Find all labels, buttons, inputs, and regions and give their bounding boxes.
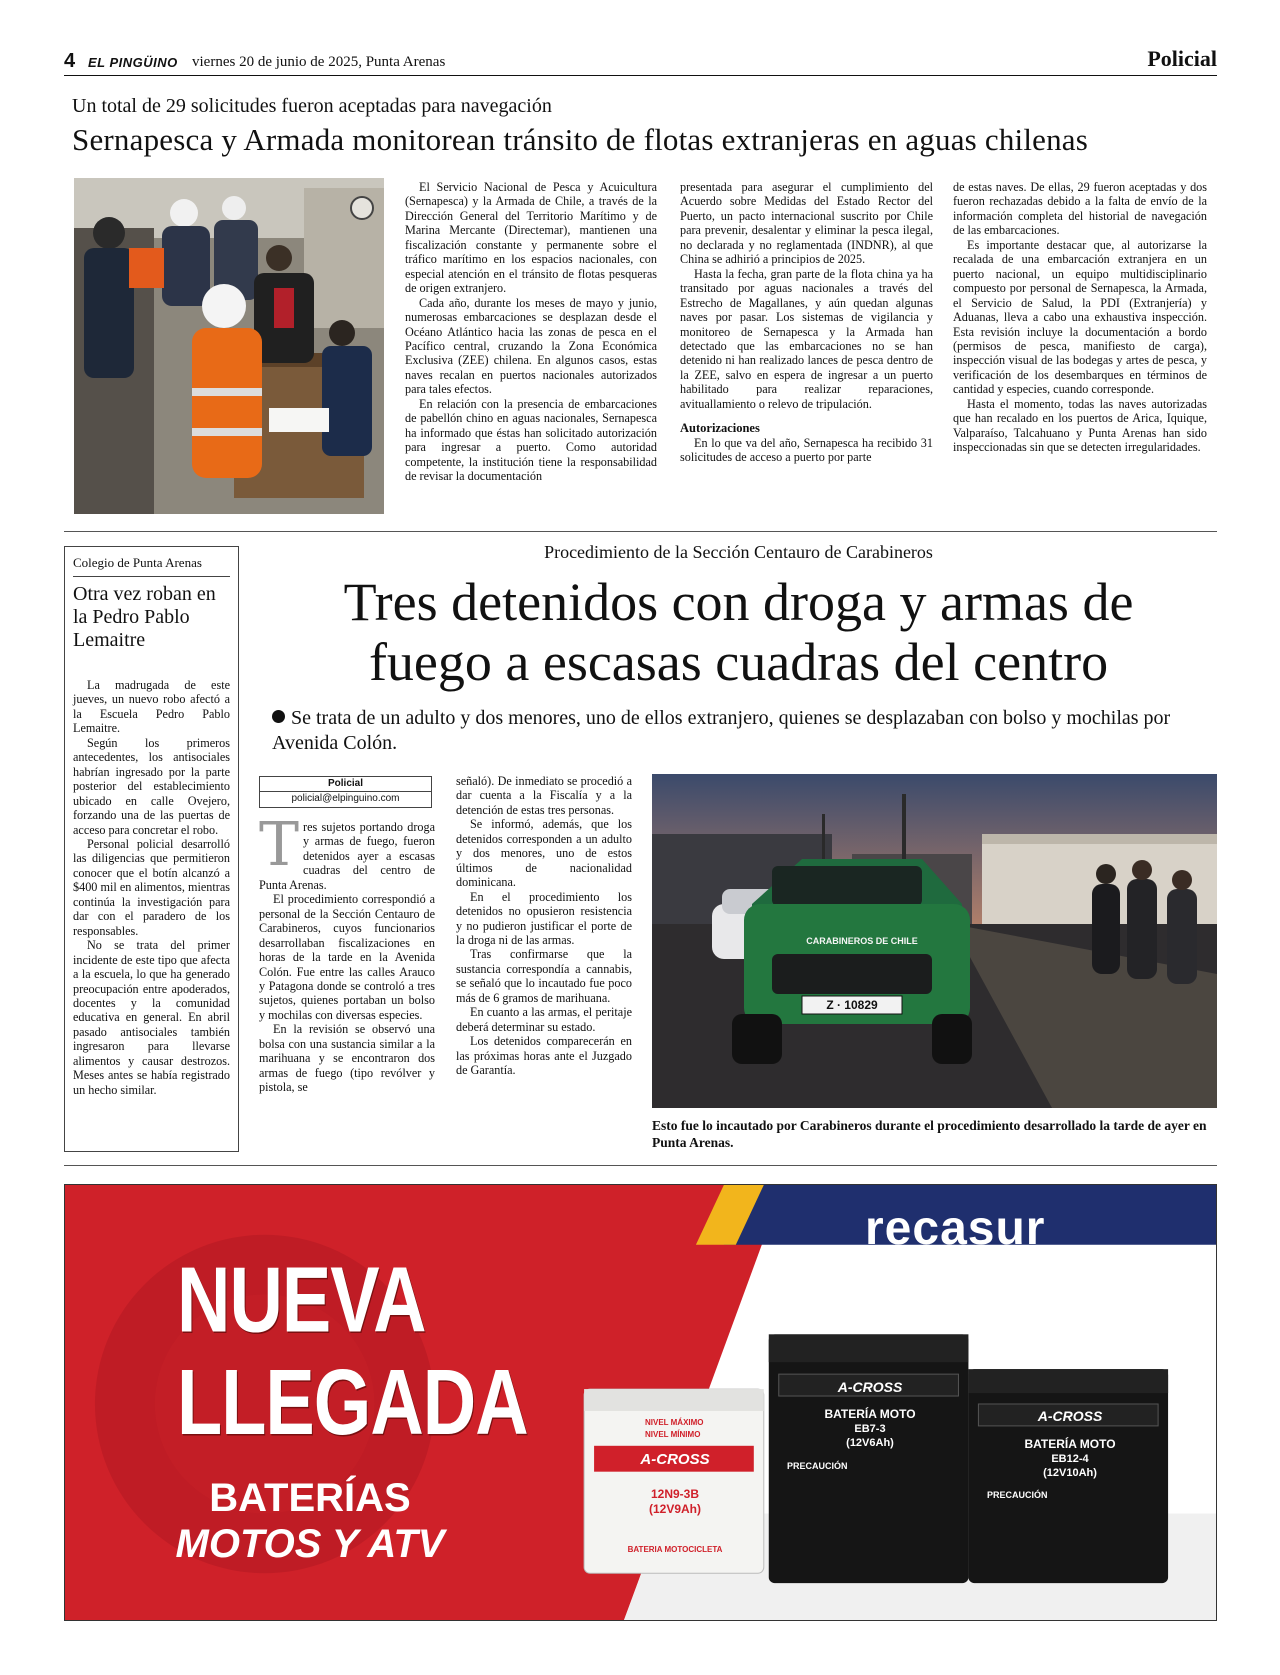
newspaper-logo: EL PINGÜINO: [88, 55, 178, 70]
battery3-warning: PRECAUCIÓN: [987, 1490, 1048, 1500]
article1-column-1: [405, 180, 657, 484]
vehicle-text: CARABINEROS DE CHILE: [806, 936, 918, 946]
battery1-model: 12N9-3B: [650, 1487, 700, 1501]
article2-photo-caption: Esto fue lo incautado por Carabineros durante el procedimiento desarrollado la tarde de ayer en Punta Arenas.: [652, 1118, 1207, 1150]
paragraph: Personal policial desarrolló las diligencias que permitieron conocer que el botín alcanzó a $400 mil en alimentos, mientras continúa la investigación para dar con el paradero de los responsables.: [73, 836, 230, 938]
byline-section: Policial: [260, 777, 431, 792]
paragraph: [259, 810, 435, 892]
ad-subheadline: [115, 1475, 505, 1567]
article1-column-2: [680, 180, 933, 465]
article2-kicker: Procedimiento de la Sección Centauro de Carabineros: [544, 542, 933, 562]
byline-box: [259, 776, 432, 808]
sidebar-body: [73, 678, 230, 1097]
sidebar-article: [64, 546, 239, 1152]
paragraph: Se informó, además, que los detenidos corresponden a un adulto y dos menores, uno de estos últimos de nacionalidad dominicana.: [456, 817, 632, 890]
police-vehicle-photo: [652, 774, 1217, 1108]
section-divider: [64, 531, 1217, 532]
battery1-spec: (12V9Ah): [648, 1502, 701, 1516]
masthead: [64, 46, 1217, 76]
article2-column-2: [456, 774, 632, 1078]
recasur-logo: recasur: [865, 1202, 1046, 1255]
article2-lead: [272, 706, 1212, 756]
headline-line: fuego a escasas cuadras del centro: [368, 632, 1109, 692]
paragraph: presentada para asegurar el cumplimiento del Acuerdo sobre Medidas del Estado Rector del Puerto, un pacto internacional suscrito por Chile para prevenir, desalentar y eliminar la pesca ilegal, no declarada y no reglamentada (INDNR), al que China se adhirió a principios de 2025.: [680, 180, 933, 267]
lead-text: Se trata de un adulto y dos menores, uno de ellos extranjero, quienes se desplazaban con bolso y mochilas por Avenida Colón.: [272, 707, 1171, 754]
article2-column-1: [259, 810, 435, 1095]
battery1-brand: A-CROSS: [640, 1451, 710, 1468]
headline-line: Tres detenidos con droga y armas de: [343, 572, 1134, 632]
sidebar-kicker: Colegio de Punta Arenas: [73, 555, 202, 570]
article1-subhead: Autorizaciones: [680, 421, 760, 436]
paragraph: Cada año, durante los meses de mayo y junio, numerosas embarcaciones se desplazan desde el Océano Atlántico hacia las zonas de pesca en el Pacífico central, cruzando la Zona Económica Exclusiva (ZEE) chilena. En algunos casos, estas naves recalan en puertos nacionales autorizados para tales efectos.: [405, 295, 657, 397]
sidebar-divider: [73, 576, 230, 577]
battery2-brand: A-CROSS: [837, 1379, 903, 1395]
paragraph: señaló). De inmediato se procedió a dar cuenta a la Fiscalía y a la detención de estas tres personas.: [456, 774, 632, 817]
ad-headline-line: LLEGADA: [177, 1350, 528, 1454]
paragraph: de estas naves. De ellas, 29 fueron aceptadas y dos fueron rechazadas debido a la falta de envío de la información completa del historial de navegación de las embarcaciones.: [953, 180, 1207, 238]
article1-kicker: Un total de 29 solicitudes fueron aceptadas para navegación: [72, 95, 552, 117]
battery2-warning: PRECAUCIÓN: [787, 1461, 848, 1471]
advertisement[interactable]: [64, 1184, 1217, 1621]
byline-email[interactable]: policial@elpinguino.com: [291, 793, 400, 804]
paragraph: Los detenidos comparecerán en las próximas horas ante el Juzgado de Garantía.: [456, 1034, 632, 1078]
section-divider: [64, 1165, 1217, 1166]
battery1-level-min: NIVEL MÍNIMO: [645, 1430, 701, 1439]
ad-headline-line: NUEVA: [177, 1247, 426, 1352]
paragraph: Hasta la fecha, gran parte de la flota china ya ha transitado por aguas nacionales a través del Estrecho de Magallanes, y aún quedan algunas naves por pasar. Los sistemas de vigilancia y monitoreo de Sernapesca y la Armada han detectado que las embarcaciones no se han detenido ni han realizado lances de pesca dentro de la ZEE, salvo en espera de ingresar a un puerto habilitado para realizar reparaciones, avituallamiento o relevo de tripulación.: [680, 266, 933, 411]
battery3-model: EB12-4: [1051, 1453, 1089, 1465]
battery3-type: BATERÍA MOTO: [1024, 1437, 1116, 1451]
battery2-model: EB7-3: [854, 1423, 886, 1435]
paragraph: En relación con la presencia de embarcaciones de pabellón chino en aguas nacionales, Sernapesca ha informado que éstas han solicitado autorización para ingresar a puerto. Como autoridad competente, la institución tiene la responsabilidad de revisar la documentación: [405, 396, 657, 484]
paragraph: Es importante destacar que, al autorizarse la recalada de una embarcación extranjera en un puerto nacional, un equipo multidisciplinario compuesto por personal de Sernapesca, la Armada, el Servicio de Salud, la PDI (Extranjería) y Aduanas, lleva a cabo una exhaustiva inspección. Esta revisión incluye la documentación a bordo (permisos de pesca, manifiesto de carga), inspección visual de las bodegas y artes de pesca, y verificación de los desembarques en términos de cantidad y especies, cuando corresponde.: [953, 237, 1207, 397]
bullet-icon: [272, 710, 285, 723]
paragraph: Tras confirmarse que la sustancia correspondía a cannabis, se señaló que lo incautado fue poco más de 6 gramos de marihuana.: [456, 947, 632, 1005]
paragraph: El procedimiento correspondió a personal de la Sección Centauro de Carabineros, cuyos funcionarios desarrollaban fiscalizaciones en horas de la tarde en la Avenida Colón. Fue entre las calles Arauco y Patagona donde se controló a tres sujetos, quienes portaban un bolso y mochilas con diversas especies.: [259, 892, 435, 1022]
paragraph: En la revisión se observó una bolsa con una sustancia similar a la marihuana y se encontraron dos armas de fuego (tipo revólver y pistola, se: [259, 1022, 435, 1095]
battery2-type: BATERÍA MOTO: [824, 1407, 916, 1421]
article2-photo: [652, 774, 1217, 1108]
battery1-level-max: NIVEL MÁXIMO: [645, 1418, 704, 1427]
ad-sub-line: MOTOS Y ATV: [175, 1522, 445, 1566]
battery2-spec: (12V6Ah): [846, 1437, 894, 1449]
paragraph: Según los primeros antecedentes, los antisociales habrían ingresado por la parte posterior del establecimiento ubicado en calle Ovejero, forzando una de las puertas de acceso para concretar el robo.: [73, 735, 230, 837]
battery3-brand: A-CROSS: [1037, 1408, 1103, 1424]
section-title: Policial: [1147, 46, 1217, 71]
paragraph: Hasta el momento, todas las naves autorizadas que han recalado en los puertos de Arica, Iquique, Valparaíso, Talcahuano y Punta Arenas han sido inspeccionadas sin que se detecten irregularidades.: [953, 396, 1207, 455]
article1-headline: Sernapesca y Armada monitorean tránsito de flotas extranjeras en aguas chilenas: [72, 122, 1089, 157]
ad-sub-line: BATERÍAS: [209, 1476, 411, 1520]
page-number: 4: [64, 50, 76, 72]
paragraph: En el procedimiento los detenidos no opusieron resistencia y no pudieron justificar el porte de la droga ni de las armas.: [456, 889, 632, 947]
battery1-footer: BATERIA MOTOCICLETA: [627, 1545, 723, 1554]
paragraph-text: res sujetos portando droga y armas de fuego, fueron detenidos ayer a escasas cuadras del centro de Punta Arenas.: [259, 820, 435, 892]
paragraph: El Servicio Nacional de Pesca y Acuicultura (Sernapesca) y la Armada de Chile, a través de la Dirección General del Territorio Marítimo y de Marina Mercante (Directemar), mantienen una fiscalización constante y permanente sobre el tráfico marítimo en los espacios nacionales, con especial atención en el tránsito de flotas pesqueras de origen extranjero.: [405, 180, 657, 296]
article2-headline: [260, 572, 1217, 692]
paragraph: En lo que va del año, Sernapesca ha recibido 31 solicitudes de acceso a puerto por parte: [680, 435, 933, 465]
paragraph: La madrugada de este jueves, un nuevo robo afectó a la Escuela Pedro Pablo Lemaitre.: [73, 678, 230, 736]
battery3-spec: (12V10Ah): [1043, 1467, 1097, 1479]
paragraph: No se trata del primer incidente de este tipo que afecta a la escuela, lo que ha generado preocupación entre apoderados, docentes y la comunidad educativa en general. En abril pasado antisociales también ingresaron para llevarse alimentos y causar destrozos. Meses antes se había registrado un hecho similar.: [73, 938, 230, 1097]
dropcap: T: [259, 810, 300, 880]
article1-photo: [74, 178, 384, 514]
ad-headline: [177, 1249, 528, 1454]
sidebar-headline: Otra vez roban en la Pedro Pablo Lemaitre: [73, 583, 216, 651]
article1-column-3: [953, 180, 1207, 455]
dateline: viernes 20 de junio de 2025, Punta Arenas: [192, 54, 446, 70]
license-plate-text: Z · 10829: [826, 998, 878, 1012]
officials-inspection-photo: [74, 178, 384, 514]
paragraph: En cuanto a las armas, el peritaje deberá determinar su estado.: [456, 1005, 632, 1034]
